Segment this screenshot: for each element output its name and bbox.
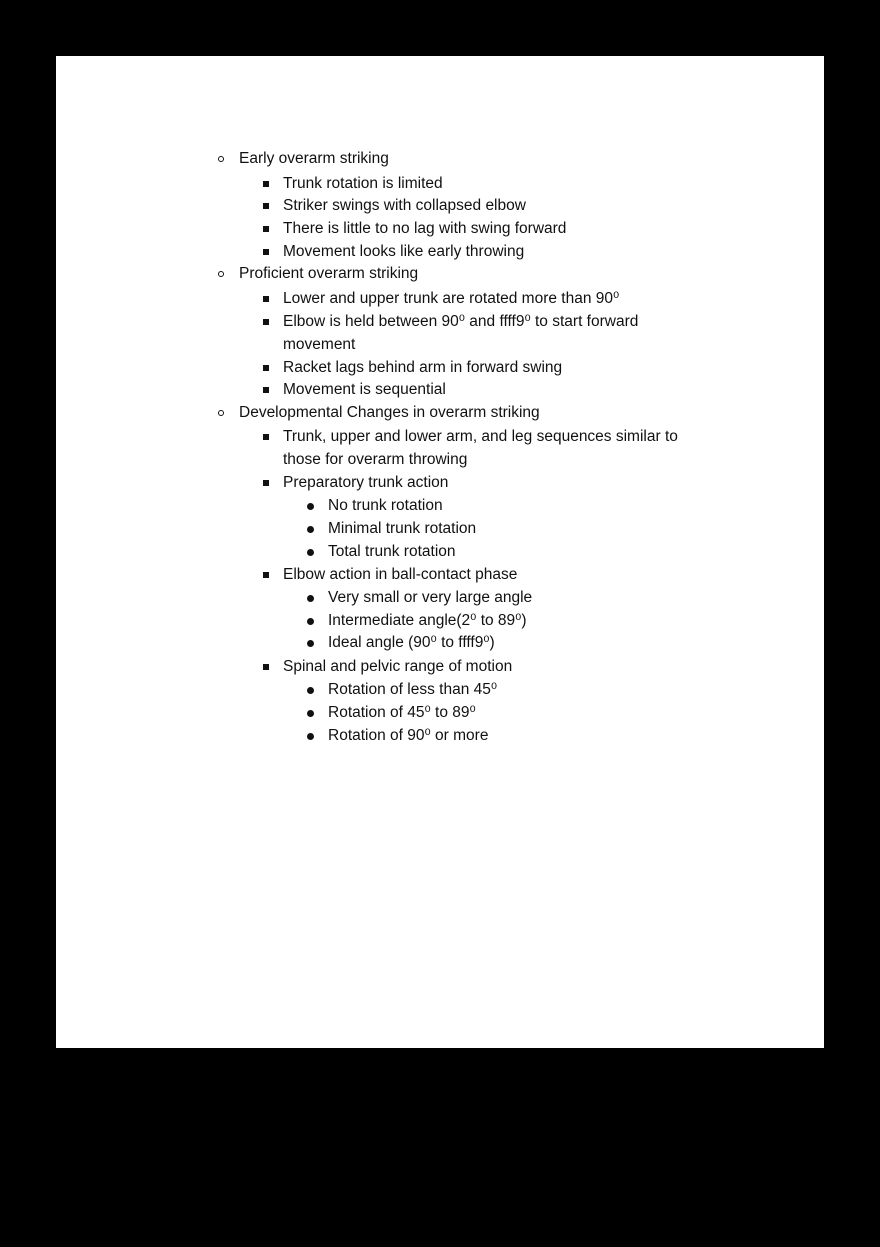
list-item-text: Total trunk rotation <box>328 543 456 560</box>
round-bullet-icon <box>307 640 314 647</box>
round-bullet-icon <box>307 549 314 556</box>
list-item-text: No trunk rotation <box>328 497 443 514</box>
list-item-text: Early overarm striking <box>239 150 389 167</box>
square-bullet-icon <box>263 249 269 255</box>
list-item-text: Trunk, upper and lower arm, and leg sequences similar to <box>283 428 678 445</box>
list-item-text: Movement looks like early throwing <box>283 243 525 260</box>
round-bullet-icon <box>307 710 314 717</box>
list-item-text: Developmental Changes in overarm striking <box>239 404 540 421</box>
list-item-text: Rotation of less than 45⁰ <box>328 681 498 698</box>
round-bullet-icon <box>307 618 314 625</box>
list-item-text: Striker swings with collapsed elbow <box>283 197 526 214</box>
hollow-circle-bullet-icon <box>218 410 224 416</box>
list-item-text: movement <box>283 336 356 353</box>
square-bullet-icon <box>263 572 269 578</box>
list-item-text: Proficient overarm striking <box>239 265 419 282</box>
list-item-text: Elbow action in ball-contact phase <box>283 566 518 583</box>
list-item-text: Lower and upper trunk are rotated more than 90⁰ <box>283 290 620 307</box>
round-bullet-icon <box>307 733 314 740</box>
list-item-text: Trunk rotation is limited <box>283 175 443 192</box>
hollow-circle-bullet-icon <box>218 156 224 162</box>
hollow-circle-bullet-icon <box>218 271 224 277</box>
list-item-text: There is little to no lag with swing forward <box>283 220 567 237</box>
list-item-text: those for overarm throwing <box>283 451 468 468</box>
list-item-text: Racket lags behind arm in forward swing <box>283 359 563 376</box>
square-bullet-icon <box>263 387 269 393</box>
square-bullet-icon <box>263 226 269 232</box>
round-bullet-icon <box>307 503 314 510</box>
round-bullet-icon <box>307 595 314 602</box>
square-bullet-icon <box>263 296 269 302</box>
list-item-text: Ideal angle (90⁰ to ffff9⁰) <box>328 634 495 651</box>
list-item-text: Spinal and pelvic range of motion <box>283 658 513 675</box>
list-item-text: Very small or very large angle <box>328 589 533 606</box>
square-bullet-icon <box>263 664 269 670</box>
square-bullet-icon <box>263 181 269 187</box>
list-item-text: Movement is sequential <box>283 381 446 398</box>
list-item-text: Preparatory trunk action <box>283 474 449 491</box>
list-item-text: Minimal trunk rotation <box>328 520 477 537</box>
list-item-text: Intermediate angle(2⁰ to 89⁰) <box>328 612 527 629</box>
round-bullet-icon <box>307 526 314 533</box>
document-page <box>56 56 824 1048</box>
list-item-text: Rotation of 90⁰ or more <box>328 727 489 744</box>
square-bullet-icon <box>263 203 269 209</box>
square-bullet-icon <box>263 434 269 440</box>
list-item-text: Rotation of 45⁰ to 89⁰ <box>328 704 476 721</box>
list-item-text: Elbow is held between 90⁰ and ffff9⁰ to start forward <box>283 313 639 330</box>
square-bullet-icon <box>263 365 269 371</box>
round-bullet-icon <box>307 687 314 694</box>
square-bullet-icon <box>263 319 269 325</box>
square-bullet-icon <box>263 480 269 486</box>
